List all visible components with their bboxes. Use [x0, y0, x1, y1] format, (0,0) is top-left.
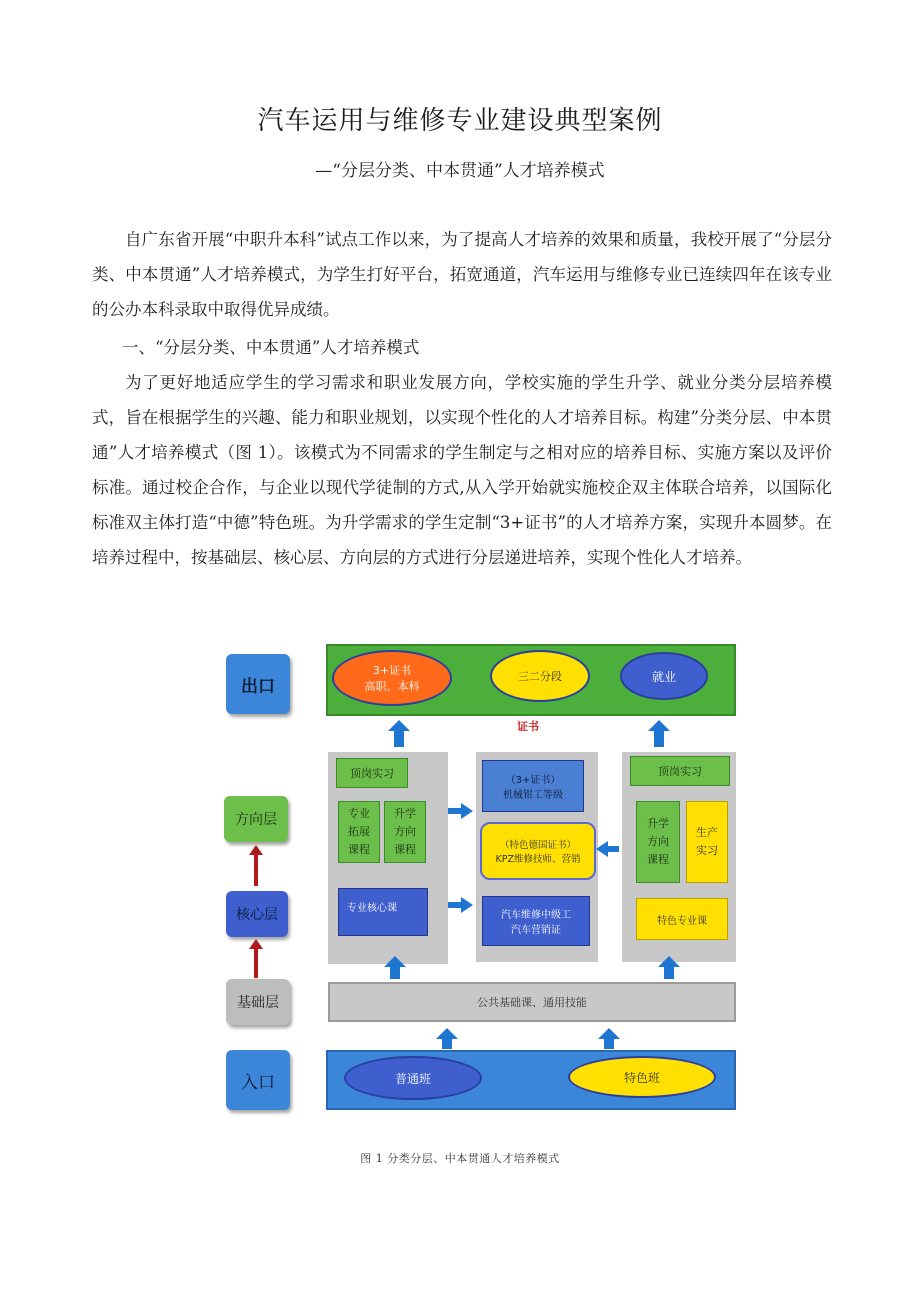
cert-fitter-line1: （3+证书） [505, 775, 561, 786]
arrow-up-right-stem [654, 731, 664, 747]
exit-three-two-ellipse [490, 650, 590, 702]
exit-upgrade-line2: 高职、本科 [364, 680, 420, 693]
level-entry [226, 1050, 290, 1110]
exit-employment-ellipse [620, 652, 708, 700]
exit-upgrade-line1: 3+证书 [372, 664, 412, 677]
arrow-up-entry-left [436, 1028, 458, 1039]
foundation-bar-label: 公共基础课、通用技能 [477, 996, 587, 1009]
certificate-label: 证书 [517, 720, 539, 733]
right-special-course-label: 特色专业课 [657, 915, 707, 927]
entry-special-label: 特色班 [623, 1070, 660, 1085]
foundation-bar [328, 982, 736, 1022]
level-core [226, 891, 288, 937]
right-production [686, 801, 728, 883]
right-advance-course-label: 升学方向课程 [647, 817, 669, 866]
red-arrow-up [254, 946, 258, 978]
entry-special-ellipse [568, 1056, 716, 1098]
arrow-up-foundation-right [658, 956, 680, 967]
red-arrow-up-head [249, 939, 263, 949]
arrow-up-left [388, 720, 410, 731]
entry-regular-ellipse [344, 1056, 482, 1100]
body-paragraph: 为了更好地适应学生的学习需求和职业发展方向，学校实施的学生升学、就业分类分层培养模式，旨在根据学生的兴趣、能力和职业规划，以实现个性化的人才培养目标。构建”分类分层、中本贯通”人才培养模式（图 1）。该模式为不同需求的学生制定与之相对应的培养目标、实施方案以及评价标准。通过校企合作，与企业以现代学徒制的方式,从入学开始就实施校企双主体联合培养，以国际化标准双主体打造“中德”特色班。为升学需求的学生定制“3+证书”的人才培养方案，实现升本圆梦。在培养过程中，按基础层、核心层、方向层的方式进行分层递进培养，实现个性化人才培养。 [92, 373, 832, 567]
cert-german [480, 822, 596, 880]
arrow-up-entry-left-stem [442, 1039, 452, 1049]
arrow-up-foundation-left-stem [390, 967, 400, 979]
arrow-up-entry-right [598, 1028, 620, 1039]
right-production-label: 生产实习 [696, 826, 718, 857]
level-core-label: 核心层 [236, 907, 278, 923]
right-special-course [636, 898, 728, 940]
entry-regular-label: 普通班 [394, 1071, 431, 1086]
arrow-right-bottom-head [461, 897, 473, 913]
left-expand-course-label: 专业拓展课程 [348, 807, 370, 856]
level-foundation-label: 基础层 [237, 995, 279, 1011]
exit-employment-label: 就业 [651, 669, 676, 684]
left-internship [336, 758, 408, 788]
left-core-course-label: 专业核心课 [347, 903, 397, 914]
level-exit-label: 出口 [241, 676, 275, 697]
left-advance-course-label: 升学方向课程 [394, 807, 416, 856]
cert-repair-line1: 汽车维修中级工 [501, 910, 571, 921]
level-exit [226, 654, 290, 714]
arrow-right-top [448, 808, 462, 814]
figure-caption: 图 1 分类分层、中本贯通人才培养模式 [360, 1152, 560, 1165]
cert-fitter [482, 760, 584, 812]
cert-repair [482, 896, 590, 946]
right-internship [630, 756, 730, 786]
cert-german-line1: （特色德国证书） [499, 840, 576, 851]
cert-german-line2: KPZ维修技师、营销 [495, 854, 581, 865]
level-direction [224, 796, 288, 842]
level-foundation [226, 979, 290, 1025]
intro-paragraph: 自广东省开展“中职升本科”试点工作以来，为了提高人才培养的效果和质量，我校开展了“分层分类、中本贯通”人才培养模式，为学生打好平台，拓宽通道，汽车运用与维修专业已连续四年在该专业的公办本科录取中取得优异成绩。 [92, 230, 832, 319]
training-model-diagram [218, 636, 742, 1122]
cert-repair-line2: 汽车营销证 [511, 925, 561, 936]
section-heading: 一、“分层分类、中本贯通”人才培养模式 [122, 338, 420, 357]
arrow-right-bottom [448, 902, 462, 908]
page-title: 汽车运用与维修专业建设典型案例 [257, 106, 663, 136]
arrow-up-foundation-right-stem [664, 967, 674, 979]
arrow-left-stem [607, 846, 619, 852]
arrow-up-right [648, 720, 670, 731]
page-subtitle: —“分层分类、中本贯通”人才培养模式 [315, 161, 605, 181]
level-direction-label: 方向层 [235, 812, 277, 828]
level-entry-label: 入口 [241, 1072, 275, 1093]
left-expand-course [338, 801, 380, 863]
exit-upgrade-ellipse [332, 650, 452, 706]
red-arrow-up [254, 852, 258, 886]
arrow-up-foundation-left [384, 956, 406, 967]
red-arrow-up-head [249, 845, 263, 855]
left-advance-course [384, 801, 426, 863]
right-internship-label: 顶岗实习 [658, 765, 702, 778]
cert-fitter-line2: 机械钳工等级 [503, 790, 563, 801]
arrow-up-entry-right-stem [604, 1039, 614, 1049]
arrow-up-left-stem [394, 731, 404, 747]
right-advance-course [636, 801, 680, 883]
arrow-right-top-head [461, 803, 473, 819]
left-internship-label: 顶岗实习 [350, 767, 394, 780]
left-core-course [338, 888, 428, 936]
exit-three-two-label: 三二分段 [518, 670, 562, 683]
